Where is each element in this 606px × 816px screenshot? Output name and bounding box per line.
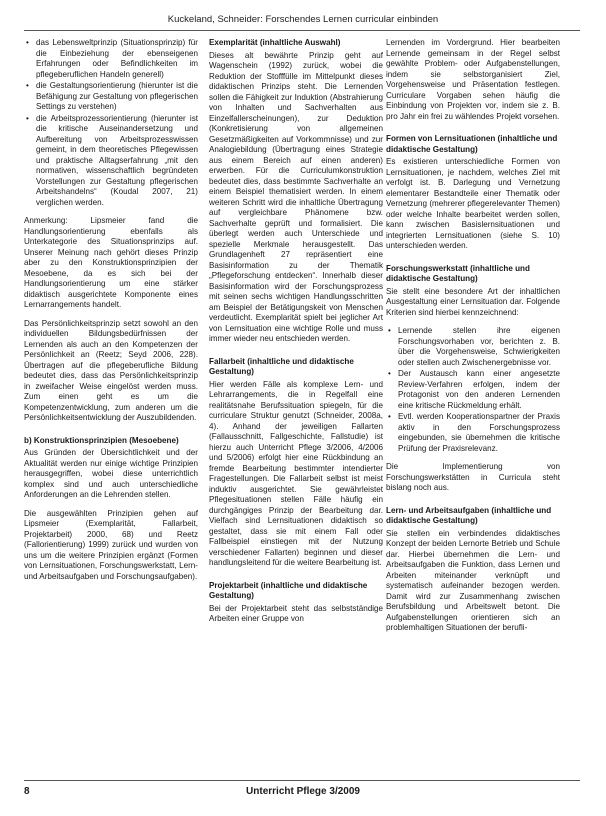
paragraph-personality-principle: Das Persönlichkeitsprinzip setzt sowohl an den individuellen Bildungsbedürfnissen der Lernenden als auch an den Kompetenzen der Persönlichkeit an (Reetz; Seyd 2006, 228). Übertragen auf die pflegeberufliche Bildung bedeutet dies, dass das Persönlichkeitsprinzip in zweifacher Weise eingelöst werden muss. Zum einen geht es um die Kompetenzentwicklung, zum anderen um die Persönlichkeitsentwicklung der Auszubildenden. xyxy=(24,318,198,422)
page-number: 8 xyxy=(24,786,30,797)
paragraph: Sie stellt eine besondere Art der inhaltlichen Ausgestaltung einer Lernsituation dar. Folgende Kriterien sind hierbei kennzeichnend: xyxy=(386,286,560,317)
paragraph-annotation: Anmerkung: Lipsmeier fand die Handlungsorientierung ebenfalls als Unterkategorie des Situationsprinzips auf. Unserer Meinung nach gehört dieses Prinzip aber zu den Konstruktionsprinzipien der Mesoebene, da es sich bei der Handlungsorientierung um eine stärker didaktisch ausgerichtete Komponente eines Lernarrangements handelt. xyxy=(24,216,198,309)
paragraph: Lernenden im Vordergrund. Hier bearbeiten Lernende gemeinsam in der Regel selbst gewählte Problem- oder Aufgabenstellungen, indem sie selbstorganisiert Ziel, Vorgehensweise und Präsentation festlegen. Curriculare Vorgaben sehen häufig die Einbindung von Projekten vor, indem sie z. B. pro Jahr ein frei zu wählendes Projekt vorsehen. xyxy=(386,38,560,121)
section-heading: Formen von Lernsituationen (inhaltliche und didaktische Gestaltung) xyxy=(386,134,558,154)
section-heading: Exemplarität (inhaltliche Auswahl) xyxy=(209,38,341,47)
section-heading: Projektarbeit (inhaltliche und didaktische Gestaltung) xyxy=(209,580,368,600)
lifeworld-principles-list xyxy=(24,38,198,208)
column-2 xyxy=(209,38,383,770)
journal-footer: Unterricht Pflege 3/2009 xyxy=(246,786,360,797)
header-divider xyxy=(24,30,580,31)
list-item: • Evtl. werden Kooperationspartner der Praxis aktiv in den Forschungsprozess eingebunden, sie übernehmen die kritische Prüfung der Praxisrelevanz. xyxy=(398,412,560,454)
paragraph: Bei der Projektarbeit steht das selbstständige Arbeiten einer Gruppe von xyxy=(209,603,383,623)
section-heading: Lern- und Arbeitsaufgaben (inhaltliche und didaktische Gestaltung) xyxy=(386,505,552,525)
column-1 xyxy=(24,38,198,770)
column-3 xyxy=(386,38,560,770)
paragraph: Aus Gründen der Übersichtlichkeit und der Aktualität werden nur einige wichtige Prinzipien herausgegriffen, wobei diese unterrichtlich komplex sind und auch unterschiedliche Anforderungen an die Lehrenden stellen. xyxy=(24,448,198,499)
paragraph: Hier werden Fälle als komplexe Lern- und Lehrarrangements, die in Regelfall eine realitätsnahe Berufssituation spiegeln, für die curriculare Struktur genutzt (Schneider, 2008a, 4). Anhand der jeweiligen Fallarten (Fallausschnitt, Fallgeschichte, Fallstudie) ist hierzu auch Unterricht Pflege 3/2006, 4/2006 und 5/2006) erfolgt hier eine Rückbindung an fremde Bearbeitung bestimmter intendierter Fragestellungen. Die Fallarbeit selbst ist meist induktiv ausgerichtet. Sie gewährleistet Pflegesituationen stellen Fälle häufig ein durchgängiges Prinzip der Bearbeitung dar. Vielfach sind Lernsituationen didaktisch so gestaltet, dass sie mit einem Fall oder Fallbeispiel einstiegen mit der Nutzung verschiedener Fallarten) beginnen und dieser handlungsleitend für die weitere Bearbeitung ist. xyxy=(209,379,383,567)
running-header: Kuckeland, Schneider: Forschendes Lernen curricular einbinden xyxy=(167,14,439,25)
section-heading: Fallarbeit (inhaltliche und didaktische Gestaltung) xyxy=(209,356,354,376)
list-item: • die Arbeitsprozessorientierung (hierunter ist die kritische Auseinandersetzung und Aufbereitung von Arbeitsprozesswissen gemeint, in dem theoretisches Pflegewissen und praktische Alltagserfahrung „mit den normativen, wissenschaftlich begründeten Vorstellungen zur Gestaltung pflegerischen Arbeitshandelns“ (Koudal 2007, 21) verglichen werden. xyxy=(36,114,198,209)
list-item: • das Lebensweltprinzip (Situationsprinzip) für die Einbeziehung der ebenseigenen Erfahrungen oder Befindlichkeiten im pflegeberuflichen Handeln generell) xyxy=(36,38,198,80)
list-item: • Der Austausch kann einer angesetzte Review-Verfahren erfolgen, indem der Protagonist von den anderen Lernenden eine kritische Rückmeldung erhält. xyxy=(398,369,560,411)
section-heading: b) Konstruktionsprinzipien (Mesoebene) xyxy=(24,435,179,445)
workshop-criteria-list xyxy=(386,326,560,454)
list-item: • Lernende stellen ihre eigenen Forschungsvorhaben vor, berichten z. B. über die Vorgehensweise, Schwierigkeiten oder stellen auch Zwischenergebnisse vor. xyxy=(398,326,560,368)
paragraph: Es existieren unterschiedliche Formen von Lernsituationen, je nachdem, welches Ziel mit verfolgt ist. B. Darlegung und Vernetzung elementarer Bestandteile einer Thematik oder Vernetzung (mehrerer pflegerelevanter Themen) oder welche Inhalte bearbeitet werden sollen, kann zwischen Basislernsituationen und integrierten Lernsituationen (siehe S. 10) unterschieden werden. xyxy=(386,157,560,250)
section-heading: Forschungswerkstatt (inhaltliche und didaktische Gestaltung) xyxy=(386,263,530,283)
paragraph: Die ausgewählten Prinzipien gehen auf Lipsmeier (Exemplarität, Fallarbeit, Projektarbeit) 2000, 68) und Reetz (Fallorientierung) 1999) zurück und wurden von uns um die weitere Prinzipien ergänzt (Formen von Lernsituationen, Forschungswerkstatt, Lern- und Arbeitsaufgaben und Forschungsaufgaben). xyxy=(24,508,198,581)
footer-divider xyxy=(24,780,580,781)
list-item: • die Gestaltungsorientierung (hierunter ist die Befähigung zur Gestaltung von pflegerischen Settings zu verstehen) xyxy=(36,81,198,113)
paragraph: Dieses alt bewährte Prinzip geht auf Wagenschein (1992) zurück, wobei die Reduktion der Stofffülle im Mittelpunkt dieses didaktischen Prinzips steht. Die Lernenden sollen die Fähigkeit zur Induktion (Abstrahierung von Inhalten und Sachverhalten aus Einzelfallerscheinungen), zur Deduktion (Konkretisierung von allgemeinen Gesetzmäßigkeiten auf Vorkommnisse) und zur Analogiebildung (Übertragung eines Strategie aus einem Bereich auf einen anderen) erwerben. Für die Curriculumkonstruktion bedeutet dies, dass bestimmte Sachverhalte an einem Beispiel thematisiert werden. In einem weiteren Schritt wird die inhaltliche Übertragung auf vergleichbare Phänomene bzw. Sachverhalte geprüft und formalisiert. Die überlegt werden auch Unterschiede und spezielle Merkmale herausgestellt. Das Grundlagenheft 27 repräsentiert eine Basisinformation zu der Thematik „Pflegeforschung entdecken“. Innerhalb dieser Basisinformation wird der Forschungsprozess mit seinen sechs wichtigen Handlungsschritten am Beispiel der Betätigungskeit von Menschen verdeutlicht. Exemplarität spielt bei jeglicher Art von Lernsituation eine wichtige Rolle und muss immer wieder neu entschieden werden. xyxy=(209,50,383,343)
paragraph: Sie stellen ein verbindendes didaktisches Konzept der beiden Lernorte Betrieb und Schule dar. Hierbei übernehmen die Lern- und Arbeitsaufgaben die Funktion, dass Lernen und Arbeiten miteinander verknüpft und systematisch aufeinander bezogen werden. Damit wird zur Zusammenhang zwischen Berufsbildung und Arbeitswelt betont. Die Aufgabenstellungen orientieren sich an problemhaltigen Situationen der berufli- xyxy=(386,528,560,632)
paragraph: Die Implementierung von Forschungswerkstätten in Curricula steht bislang noch aus. xyxy=(386,462,560,492)
